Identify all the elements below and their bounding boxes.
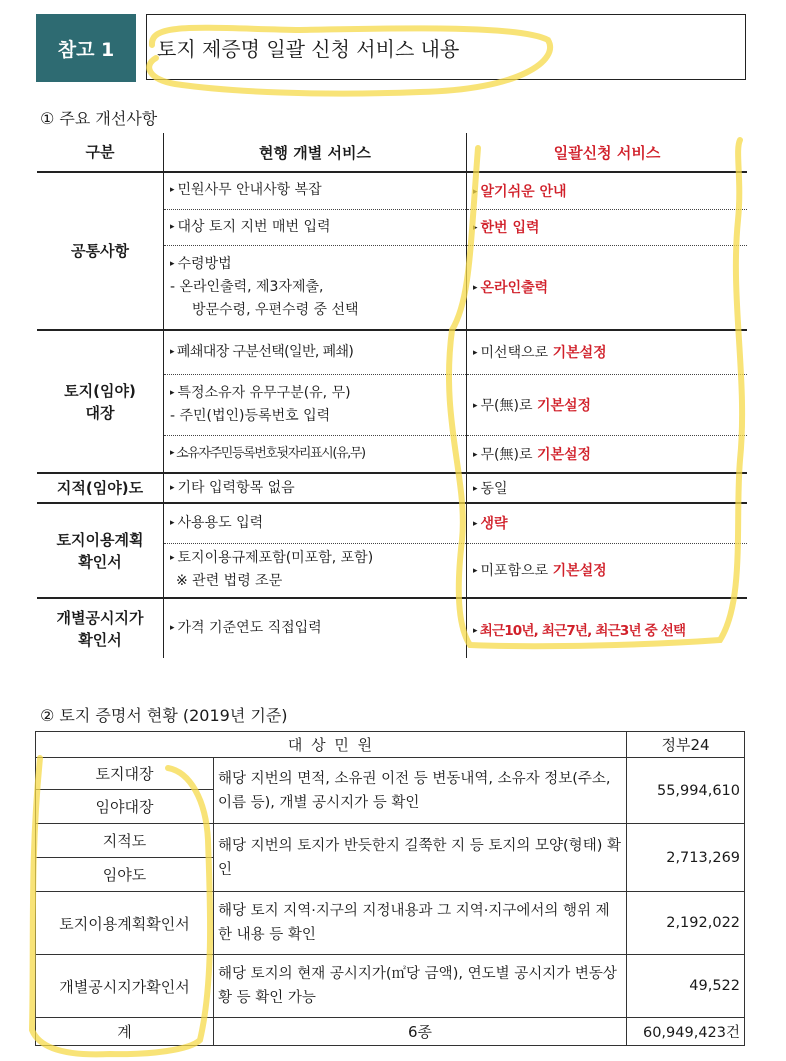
col-header-category: 구분: [85, 143, 115, 161]
cat-land-register: 토지대장: [36, 758, 214, 790]
new-red-text: 기본설정: [536, 446, 592, 463]
current-cell: [164, 473, 467, 503]
new-red-text: 생략: [480, 516, 508, 533]
cat-land-price: 개별공시지가확인서: [36, 955, 214, 1018]
cat-forest-register: 임야대장: [36, 790, 214, 824]
current-cell: [164, 245, 467, 330]
new-cell: [467, 435, 748, 473]
group-label: 공통사항: [71, 242, 129, 260]
new-cell: [467, 503, 748, 543]
current-cell: [164, 598, 467, 658]
new-plain-text: 무(無)로: [480, 397, 537, 414]
new-cell: [467, 598, 748, 658]
new-cell: [467, 374, 748, 435]
current-text: ▸ 민원사무 안내사항 복잡: [170, 179, 460, 202]
current-text: ▸ 토지이용규제포함(미포함, 포함): [170, 547, 460, 570]
current-cell: [164, 543, 467, 598]
current-text: ▸ 대상 토지 지번 매번 입력: [170, 216, 460, 239]
new-cell: [467, 209, 748, 245]
current-cell: [164, 172, 467, 209]
group-land-register: [37, 330, 164, 473]
new-plain-text: 미선택으로: [480, 345, 553, 362]
current-cell: [164, 330, 467, 374]
group-common: [37, 172, 164, 330]
current-text: - 주민(법인)등록번호 입력: [170, 407, 331, 424]
section1-title: ① 주요 개선사항: [40, 109, 158, 128]
current-text: ▸ 특정소유자 유무구분(유, 무): [170, 382, 460, 405]
current-text: ▸ 가격 기준연도 직접입력: [170, 617, 460, 640]
cat-cadastral-map: 지적도: [36, 824, 214, 858]
col-header-current: 현행 개별 서비스: [164, 133, 467, 172]
new-red-text: 한번 입력: [480, 220, 540, 236]
table-row: [37, 598, 747, 658]
title-text: 토지 제증명 일괄 신청 서비스 내용: [157, 36, 460, 61]
new-red-text: 알기쉬운 안내: [480, 183, 567, 200]
current-cell: [164, 503, 467, 543]
table-header-row: [36, 732, 745, 758]
new-red-text: 기본설정: [536, 397, 592, 414]
new-cell: [467, 543, 748, 598]
table-row: [37, 473, 747, 503]
current-text: ▸ 기타 입력항목 없음: [170, 477, 460, 500]
group-land-price: [37, 598, 164, 658]
table-header-row: [37, 133, 747, 172]
group-cadastral-map: [37, 473, 164, 503]
current-text: ▸ 수령방법: [170, 253, 460, 276]
value-cell: 2,192,022: [627, 892, 745, 955]
current-text: - 온라인출력, 제3자제출,: [170, 278, 324, 295]
new-cell: [467, 172, 748, 209]
table-row: [37, 503, 747, 543]
table-row: [36, 892, 745, 955]
new-red-text: 기본설정: [552, 563, 607, 580]
new-red-text: 기본설정: [552, 345, 607, 362]
current-cell: [164, 209, 467, 245]
total-count: 6종: [214, 1018, 627, 1046]
group-label: 토지이용계획 확인서: [56, 530, 144, 571]
desc-cell: 해당 토지 지역·지구의 지정내용과 그 지역·지구에서의 행위 제한 내용 등 확인: [214, 892, 627, 955]
new-red-text: 최근10년, 최근7년, 최근3년 중 선택: [479, 622, 686, 639]
group-label: 개별공시지가 확인서: [56, 608, 144, 649]
certificate-stats-table: [35, 731, 745, 1046]
current-cell: [164, 435, 467, 473]
group-label: 지적(임야)도: [56, 479, 144, 497]
cat-forest-map: 임야도: [36, 858, 214, 892]
new-cell: [467, 245, 748, 330]
value-cell: 55,994,610: [627, 758, 745, 824]
table-row: [36, 824, 745, 858]
total-label: 계: [36, 1018, 214, 1046]
header-target: 대 상 민 원: [36, 732, 627, 758]
current-text: ※ 관련 법령 조문: [176, 573, 283, 590]
value-cell: 2,713,269: [627, 824, 745, 892]
new-cell: [467, 330, 748, 374]
desc-cell: 해당 지번의 면적, 소유권 이전 등 변동내역, 소유자 정보(주소, 이름 등), 개별 공시지가 등 확인: [214, 758, 627, 824]
new-red-text: 온라인출력: [480, 280, 549, 297]
current-text: ▸ 소유자주민등록번호뒷자리표시(유,무): [170, 442, 460, 465]
new-plain-text: 무(無)로: [480, 446, 537, 463]
section2-title: ② 토지 증명서 현황 (2019년 기준): [40, 706, 288, 725]
current-text: ▸ 폐쇄대장 구분선택(일반, 폐쇄): [170, 341, 460, 364]
total-row: [36, 1018, 745, 1046]
table-row: [36, 758, 745, 790]
new-cell: [467, 473, 748, 503]
header-gov24: 정부24: [627, 732, 745, 758]
desc-cell: 해당 지번의 토지가 반듯한지 길쭉한 지 등 토지의 모양(형태) 확인: [214, 824, 627, 892]
col-header-new: 일괄신청 서비스: [467, 133, 748, 172]
improvements-table: [37, 133, 747, 658]
table-row: [36, 955, 745, 1018]
table-row: [37, 330, 747, 374]
reference-tag: 참고 1: [36, 14, 136, 82]
table-row: [37, 172, 747, 209]
value-cell: 49,522: [627, 955, 745, 1018]
group-label: 토지(임야) 대장: [64, 381, 136, 422]
new-plain-text: 동일: [480, 481, 508, 497]
cat-land-use-plan: 토지이용계획확인서: [36, 892, 214, 955]
new-plain-text: 미포함으로: [480, 563, 553, 580]
desc-cell: 해당 토지의 현재 공시지가(㎡당 금액), 연도별 공시지가 변동상황 등 확인 가능: [214, 955, 627, 1018]
total-value: 60,949,423건: [627, 1018, 745, 1046]
current-cell: [164, 374, 467, 435]
current-text: 방문수령, 우편수령 중 선택: [192, 301, 359, 318]
document-title: [146, 14, 746, 80]
current-text: ▸ 사용용도 입력: [170, 512, 460, 535]
group-land-use-plan: [37, 503, 164, 598]
